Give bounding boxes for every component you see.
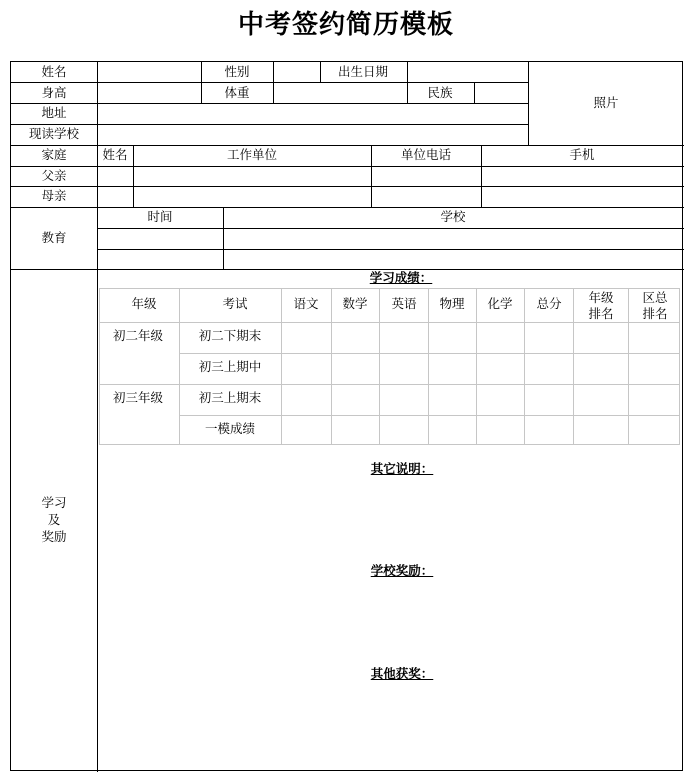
score-col-divider <box>573 288 574 445</box>
grade-3-label: 初三年级 <box>112 390 164 405</box>
col-divider <box>97 207 98 772</box>
row-divider <box>11 82 528 83</box>
resume-form <box>10 61 683 771</box>
row-divider <box>11 269 684 270</box>
score-header-physics: 物理 <box>439 296 465 311</box>
col-divider <box>133 145 134 207</box>
score-row-divider <box>99 384 680 385</box>
exam-label: 初三上期末 <box>198 390 262 405</box>
family-col-work: 工作单位 <box>226 147 278 162</box>
score-col-divider <box>281 288 282 445</box>
score-row-divider <box>179 353 680 354</box>
col-divider <box>407 62 408 103</box>
gender-label: 性别 <box>224 64 250 79</box>
col-divider <box>320 62 321 82</box>
col-divider <box>201 62 202 103</box>
score-header-exam: 考试 <box>222 296 248 311</box>
score-row-divider <box>179 415 680 416</box>
education-col-school: 学校 <box>440 209 466 224</box>
weight-label: 体重 <box>224 85 250 100</box>
school-awards-heading: 学校奖励： <box>370 563 434 578</box>
col-divider <box>223 207 224 269</box>
row-divider <box>11 166 684 167</box>
ethnicity-label: 民族 <box>427 85 453 100</box>
name-label: 姓名 <box>41 64 67 79</box>
row-divider <box>11 207 684 208</box>
birth-date-label: 出生日期 <box>337 64 389 79</box>
family-col-mobile: 手机 <box>569 147 595 162</box>
father-label: 父亲 <box>41 168 67 183</box>
other-awards-heading: 其他获奖： <box>370 666 434 681</box>
grade-2-label: 初二年级 <box>112 328 164 343</box>
score-col-divider <box>379 288 380 445</box>
row-divider <box>11 103 528 104</box>
row-divider <box>11 186 684 187</box>
col-divider <box>97 62 98 207</box>
col-divider <box>481 145 482 207</box>
col-divider <box>528 62 529 145</box>
score-header-district-rank: 区总 排名 <box>642 290 668 321</box>
score-col-divider <box>524 288 525 445</box>
score-col-divider <box>428 288 429 445</box>
photo-placeholder: 照片 <box>593 95 619 110</box>
score-header-chinese: 语文 <box>293 296 319 311</box>
row-divider <box>97 228 684 229</box>
score-header-grade-rank: 年级 排名 <box>588 290 614 321</box>
score-header-chemistry: 化学 <box>487 296 513 311</box>
page-title: 中考签约简历模板 <box>237 10 454 40</box>
score-col-divider <box>476 288 477 445</box>
row-divider <box>97 249 684 250</box>
education-col-time: 时间 <box>147 209 173 224</box>
other-notes-heading: 其它说明： <box>370 461 434 476</box>
current-school-label: 现读学校 <box>28 126 80 141</box>
score-col-divider <box>331 288 332 445</box>
scores-title: 学习成绩： <box>369 270 433 285</box>
score-header-total: 总分 <box>536 296 562 311</box>
score-header-math: 数学 <box>342 296 368 311</box>
study-awards-label: 学习 及 奖励 <box>41 495 67 544</box>
score-header-english: 英语 <box>391 296 417 311</box>
col-divider <box>273 62 274 103</box>
col-divider <box>371 145 372 207</box>
education-label: 教育 <box>41 230 67 245</box>
score-col-divider <box>628 288 629 445</box>
height-label: 身高 <box>41 85 67 100</box>
score-col-divider <box>179 288 180 445</box>
exam-label: 初二下期末 <box>198 328 262 343</box>
mother-label: 母亲 <box>41 188 67 203</box>
score-row-divider <box>99 322 680 323</box>
row-divider <box>11 145 684 146</box>
family-label: 家庭 <box>41 147 67 162</box>
address-label: 地址 <box>41 105 67 120</box>
col-divider <box>474 82 475 103</box>
exam-label: 一模成绩 <box>204 421 256 436</box>
exam-label: 初三上期中 <box>198 359 262 374</box>
family-col-work-phone: 单位电话 <box>400 147 452 162</box>
score-header-grade: 年级 <box>131 296 157 311</box>
row-divider <box>11 124 528 125</box>
family-col-name: 姓名 <box>102 147 128 162</box>
